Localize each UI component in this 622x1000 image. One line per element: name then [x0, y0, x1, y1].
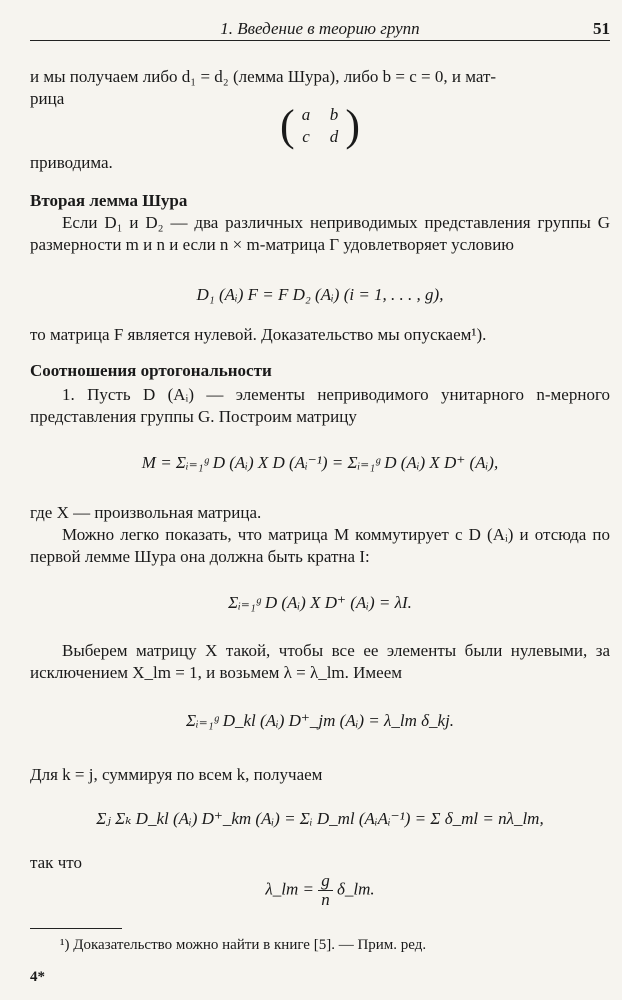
text-line-2: рица	[30, 89, 65, 108]
equation-6	[30, 872, 610, 909]
footnote-rule	[30, 928, 122, 929]
heading-orthogonality: Соотношения ортогональности	[30, 361, 272, 380]
eq6-numerator: g	[318, 872, 333, 891]
page-number: 51	[593, 19, 610, 38]
signature-mark: 4*	[30, 969, 45, 985]
equation-5: Σⱼ Σₖ D_kl (Aᵢ) D⁺_km (Aᵢ) = Σᵢ D_ml (AᵢAᵢ⁻¹) = Σ δ_ml = nλ_lm,	[96, 809, 544, 828]
footnote: ¹) Доказательство можно найти в книге [5]. — Прим. ред.	[60, 937, 427, 953]
paragraph-sum-over-k: Для k = j, суммируя по всем k, получаем	[30, 765, 323, 784]
running-title: 1. Введение в теорию групп	[220, 19, 420, 38]
matrix-b: b	[329, 105, 339, 124]
heading-second-schur-lemma: Вторая лемма Шура	[30, 191, 188, 210]
matrix-abcd: ( a b c d )	[280, 101, 360, 150]
text-line-1: и мы получаем либо d₁ = d₂ (лемма Шура), либо b = c = 0, и мат-	[30, 67, 497, 86]
eq6-denominator: n	[321, 890, 330, 909]
matrix-c: c	[302, 127, 310, 146]
paragraph-proof-omitted: то матрица F является нулевой. Доказательство мы опускаем¹).	[30, 325, 487, 344]
running-header	[30, 12, 610, 41]
equation-3: Σᵢ₌₁ᵍ D (Aᵢ) X D⁺ (Aᵢ) = λI.	[228, 593, 412, 612]
paragraph-so-that: так что	[30, 853, 82, 872]
paragraph-lemma: Если D₁ и D₂ — два различных неприводимых представления группы G размерности m и n и если n × m-матрица Γ удовлетворяет условию	[30, 213, 610, 254]
matrix-a: a	[301, 105, 311, 124]
eq6-fraction	[318, 872, 333, 909]
equation-1: D₁ (Aᵢ) F = F D₂ (Aᵢ) (i = 1, . . . , g),	[196, 285, 444, 304]
text-line-3: приводима.	[30, 153, 113, 172]
paragraph-arbitrary-matrix: где X — произвольная матрица.	[30, 503, 262, 522]
paragraph-construct-matrix: 1. Пусть D (Aᵢ) — элементы неприводимого унитарного n-мерного представления группы G. Построим матрицу	[30, 385, 610, 426]
matrix-d: d	[329, 127, 339, 146]
paragraph-commutes: Можно легко показать, что матрица M коммутирует с D (Aᵢ) и отсюда по первой лемме Шура она должна быть кратна I:	[30, 525, 610, 566]
equation-4: Σᵢ₌₁ᵍ D_kl (Aᵢ) D⁺_jm (Aᵢ) = λ_lm δ_kj.	[185, 711, 455, 730]
eq6-lhs: λ_lm =	[265, 879, 314, 899]
eq6-rhs: δ_lm.	[336, 879, 375, 899]
paragraph-choose-matrix: Выберем матрицу X такой, чтобы все ее элементы были нулевыми, за исключением X_lm = 1, и возьмем λ = λ_lm. Имеем	[30, 641, 610, 682]
equation-2: M = Σᵢ₌₁ᵍ D (Aᵢ) X D (Aᵢ⁻¹) = Σᵢ₌₁ᵍ D (Aᵢ) X D⁺ (Aᵢ),	[141, 453, 499, 472]
